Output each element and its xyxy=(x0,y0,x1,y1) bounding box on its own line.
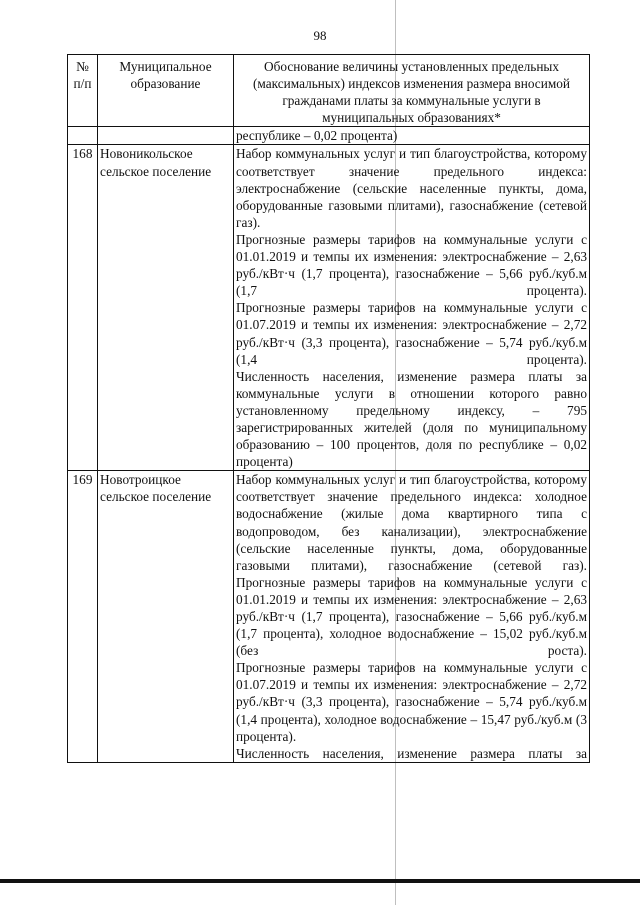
header-num: № п/п xyxy=(68,55,98,127)
page-number: 98 xyxy=(313,28,327,43)
justification-cell xyxy=(234,471,590,763)
paragraph: Прогнозные размеры тарифов на коммунальные услуги с 01.07.2019 и темпы их изменения: электроснабжение – 2,72 руб./кВт·ч (3,3 процента), газоснабжение – 5,74 руб./куб.м (1,4 процента). xyxy=(236,300,587,367)
municipality-name: Новотроицкое сельское поселение xyxy=(98,471,234,763)
paragraph: Набор коммунальных услуг и тип благоустройства, которому соответствует значение предельного индекса: электроснабжение (сельские населенные пункты, дома, оборудованные газовыми плитами), газоснабжение (сетевой газ). xyxy=(236,146,587,230)
table-row xyxy=(68,471,590,763)
tariff-index-table xyxy=(67,54,590,763)
row-number: 168 xyxy=(68,145,98,471)
header-justification: Обоснование величины установленных предельных (максимальных) индексов изменения размера вносимой гражданами платы за коммунальные услуги в муниципальных образованиях* xyxy=(234,55,590,127)
header-municipality: Муниципальное образование xyxy=(98,55,234,127)
continuation-text: республике – 0,02 процента) xyxy=(234,127,590,145)
municipality-name: Новоникольское сельское поселение xyxy=(98,145,234,471)
row-number: 169 xyxy=(68,471,98,763)
paragraph: Численность населения, изменение размера платы за коммунальные услуги в отношении которого равно установленному предельному индексу, – 795 зарегистрированных жителей (доля по муниципальному образованию – 100 процентов, доля по республике – 0,02 процента) xyxy=(236,368,587,470)
paragraph: Прогнозные размеры тарифов на коммунальные услуги с 01.07.2019 и темпы их изменения: электроснабжение – 2,72 руб./кВт·ч (3,3 процента), газоснабжение – 5,74 руб./куб.м (1,4 процента), холодное водоснабжение – 15,47 руб./куб.м (3 процента). xyxy=(236,660,587,744)
justification-cell xyxy=(234,145,590,471)
paragraph: Прогнозные размеры тарифов на коммунальные услуги с 01.01.2019 и темпы их изменения: электроснабжение – 2,63 руб./кВт·ч (1,7 процента), газоснабжение – 5,66 руб./куб.м (1,7 процента), холодное водоснабжение – 15,02 руб./куб.м (без роста). xyxy=(236,574,587,659)
continuation-row xyxy=(68,127,590,145)
paragraph: Набор коммунальных услуг и тип благоустройства, которому соответствует значение предельного индекса: холодное водоснабжение (жилые дома квартирного типа с водопроводом, без канализации), электроснабжение (сельские населенные пункты, дома, оборудованные газовыми плитами), газоснабжение (сетевой газ). xyxy=(236,472,587,573)
paragraph: Численность населения, изменение размера платы за xyxy=(236,745,587,761)
paragraph: Прогнозные размеры тарифов на коммунальные услуги с 01.01.2019 и темпы их изменения: электроснабжение – 2,63 руб./кВт·ч (1,7 процента), газоснабжение – 5,66 руб./куб.м (1,7 процента). xyxy=(236,231,587,299)
table-row xyxy=(68,145,590,471)
table-header-row xyxy=(68,55,590,127)
scan-edge xyxy=(0,879,640,883)
